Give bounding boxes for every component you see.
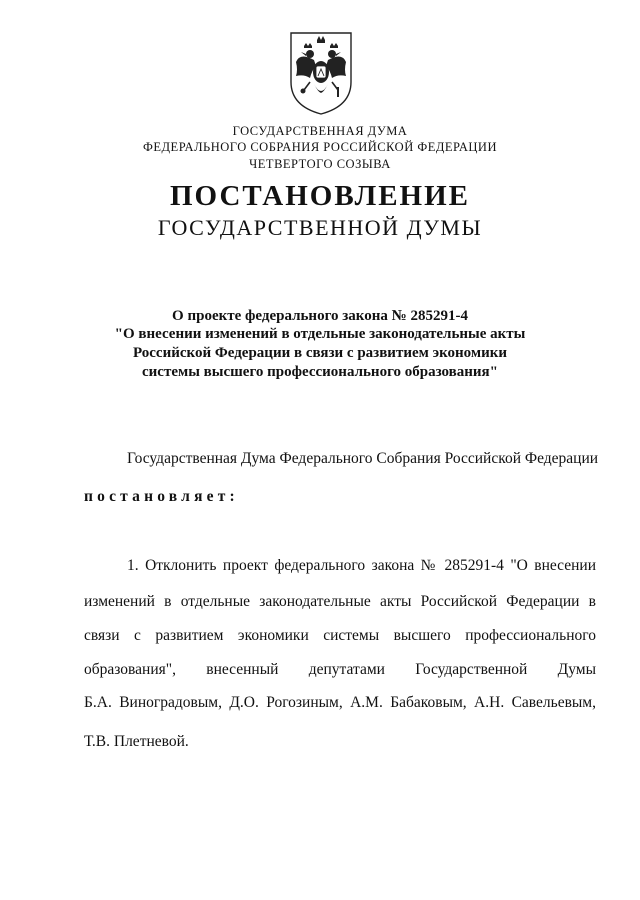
header-duma: ГОСУДАРСТВЕННАЯ ДУМА [232,124,408,138]
paragraph-line: связи с развитием экономики системы высшего профессионального [84,627,596,644]
subject-line: О проекте федерального закона № 285291-4 [172,308,468,324]
header-convocation: ЧЕТВЕРТОГО СОЗЫВА [249,157,391,171]
russian-double-headed-eagle-coat-of-arms-icon [288,30,354,116]
paragraph-line: изменений в отдельные законодательные акты Российской Федерации в [84,593,596,610]
paragraph-line: Т.В. Плетневой. [84,733,189,750]
document-issuer-subtitle: ГОСУДАРСТВЕННОЙ ДУМЫ [157,215,483,240]
preamble-text: Государственная Дума Федерального Собрания Российской Федерации [127,450,599,467]
header-federal-assembly: ФЕДЕРАЛЬНОГО СОБРАНИЯ РОССИЙСКОЙ ФЕДЕРАЦИИ [143,140,497,154]
subject-line: системы высшего профессионального образования" [142,364,498,380]
paragraph-line: 1. Отклонить проект федерального закона № 285291-4 "О внесении [127,557,596,574]
paragraph-line: образования", внесенный депутатами Государственной Думы [84,661,596,678]
subject-line: Российской Федерации в связи с развитием экономики [132,345,508,361]
document-type-title: ПОСТАНОВЛЕНИЕ [169,180,470,212]
paragraph-line: Б.А. Виноградовым, Д.О. Рогозиным, А.М. Бабаковым, А.Н. Савельевым, [84,694,596,711]
subject-line: "О внесении изменений в отдельные законодательные акты [114,326,526,342]
decree-word: постановляет: [84,488,239,505]
